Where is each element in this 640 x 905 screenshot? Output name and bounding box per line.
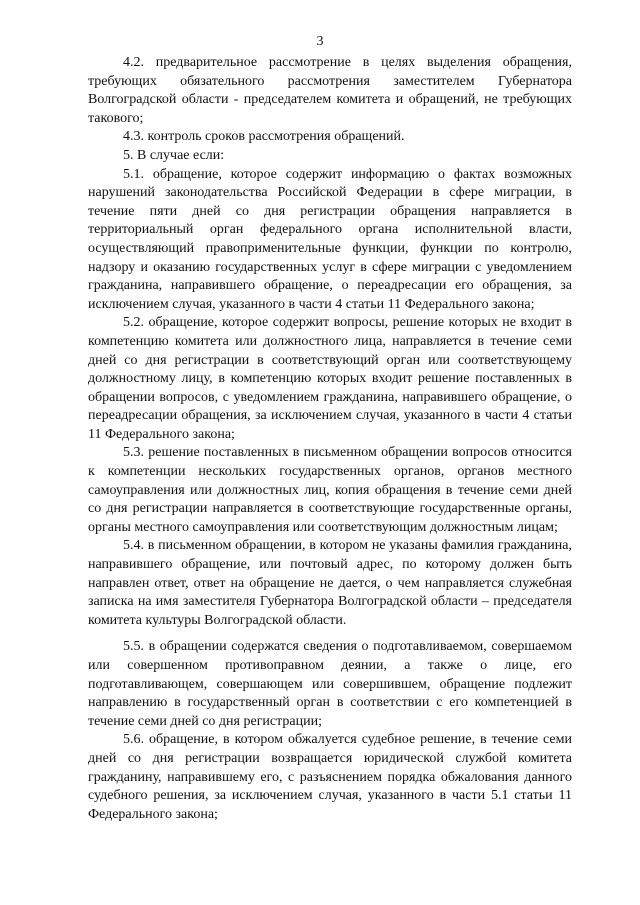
page-number: 3 — [316, 34, 324, 49]
paragraph-5-1: 5.1. обращение, которое содержит информацию о фактах возможных нарушений законодательства Российской Федерации в сфере миграции, в течение пяти дней со дня регистрации обращения направляется в территориальный орган федерального органа исполнительной власти, осуществляющий правоприменительные функции, функции по контролю, надзору и оказанию государственных услуг в сфере миграции с уведомлением гражданина, направившего обращение, о переадресации его обращения, за исключением случая, указанного в части 4 статьи 11 Федерального закона; — [88, 166, 572, 312]
paragraph-5-3: 5.3. решение поставленных в письменном обращении вопросов относится к компетенции нескольких государственных органов, органов местного самоуправления или должностных лиц, копия обращения в течение семи дней со дня регистрации направляется в соответствующие государственные органы, органы местного самоуправления или соответствующим должностным лицам; — [88, 445, 572, 535]
paragraph-5: 5. В случае если: — [123, 147, 225, 163]
document-body — [88, 54, 572, 824]
paragraph-5-5: 5.5. в обращении содержатся сведения о подготавливаемом, совершаемом или совершенном противоправном деянии, а также о лице, его подготавливающем, совершающем или совершившем, обращение подлежит направлению в государственный орган в соответствии с его компетенцией в течение семи дней со дня регистрации; — [88, 639, 572, 729]
paragraph-5-6: 5.6. обращение, в котором обжалуется судебное решение, в течение семи дней со дня регистрации возвращается юридической службой комитета гражданину, направившему его, с разъяснением порядка обжалования данного судебного решения, за исключением случая, указанного в части 5.1 статьи 11 Федерального закона; — [88, 732, 572, 822]
paragraph-5-4: 5.4. в письменном обращении, в котором не указаны фамилия гражданина, направившего обращение, или почтовый адрес, по которому должен быть направлен ответ, ответ на обращение не дается, о чем направляется служебная записка на имя заместителя Губернатора Волгоградской области – председателя комитета культуры Волгоградской области. — [88, 538, 572, 628]
paragraph-4-3: 4.3. контроль сроков рассмотрения обращений. — [123, 129, 405, 145]
paragraph-5-2: 5.2. обращение, которое содержит вопросы, решение которых не входит в компетенцию комитета или должностного лица, направляется в течение семи дней со дня регистрации в соответствующий орган или соответствующему должностному лицу, в компетенцию которых входит решение поставленных в обращении вопросов, с уведомлением гражданина, направившего обращение, о переадресации обращения, за исключением случая, указанного в части 4 статьи 11 Федерального закона; — [88, 315, 572, 442]
paragraph-4-2: 4.2. предварительное рассмотрение в целях выделения обращения, требующих обязательного рассмотрения заместителем Губернатора Волгоградской области - председателем комитета и обращений, не требующих такового; — [88, 55, 572, 126]
